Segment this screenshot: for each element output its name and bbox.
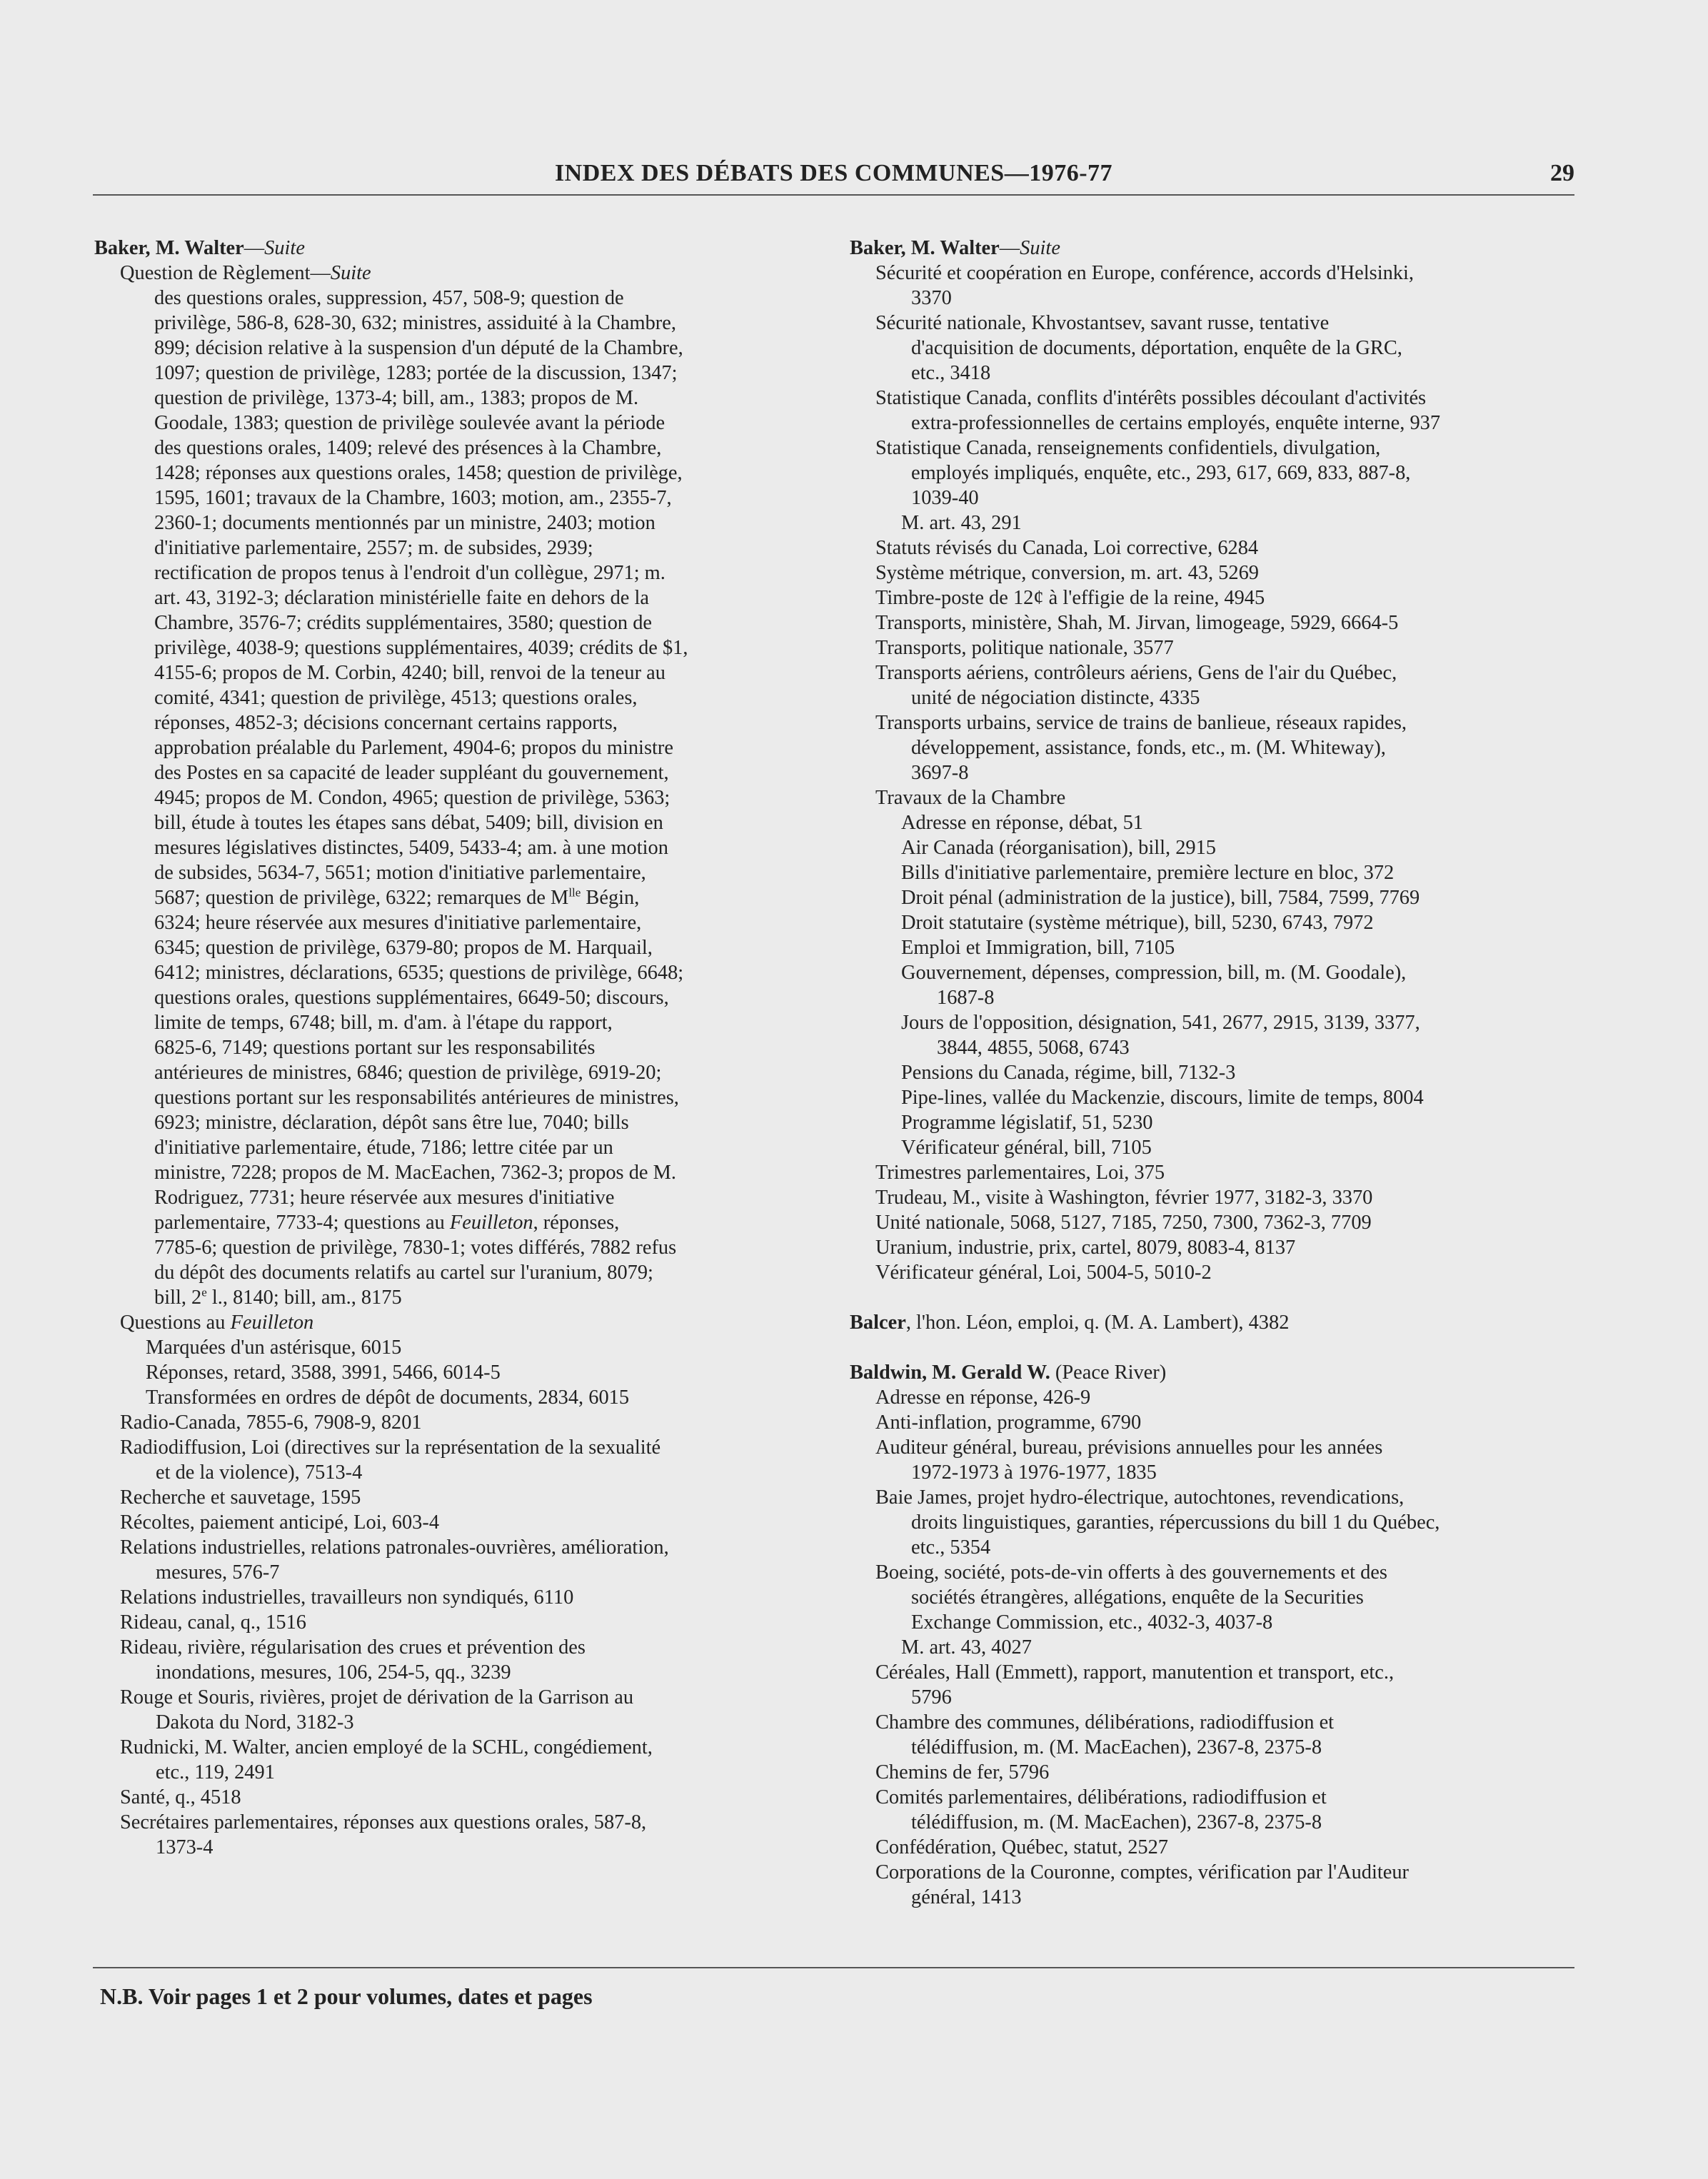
index-subentry [94,1410,815,1435]
subentry-line: 1039-40 [911,487,979,509]
subentry-line: Radiodiffusion, Loi (directives sur la représentation de la sexualité [120,1436,661,1459]
entry-name: Baker, M. Walter [94,237,244,259]
index-subentry [850,1560,1585,1635]
index-subentry [850,1010,1585,1060]
index-subentry [850,1235,1585,1260]
paragraph-line: antérieures de ministres, 6846; question de privilège, 6919-20; [154,1062,662,1084]
subentry-line: télédiffusion, m. (M. MacEachen), 2367-8, 2375-8 [911,1736,1322,1758]
page-header [93,160,1574,196]
subentry-line: Sécurité nationale, Khvostantsev, savant russe, tentative [875,312,1330,334]
index-subentry [850,1260,1585,1285]
subentry-line: extra-professionnelles de certains employés, enquête interne, 937 [911,412,1441,434]
index-subentry [850,1160,1585,1185]
index-subentry [850,835,1585,860]
subentry-line: Rideau, canal, q., 1516 [120,1611,306,1634]
subentry-line: Rudnicki, M. Walter, ancien employé de la SCHL, congédiement, [120,1736,653,1758]
paragraph-line: questions orales, questions supplémentaires, 6649-50; discours, [154,987,669,1009]
index-subentry [850,660,1585,710]
subentry-line: Radio-Canada, 7855-6, 7908-9, 8201 [120,1411,422,1434]
subentry-line: Auditeur général, bureau, prévisions annuelles pour les années [875,1436,1383,1459]
subentry-line: Vérificateur général, Loi, 5004-5, 5010-2 [875,1262,1212,1284]
index-subentry [850,1660,1585,1710]
subentry-line: Statistique Canada, renseignements confidentiels, divulgation, [875,437,1381,459]
subentry-line: Bills d'initiative parlementaire, première lecture en bloc, 372 [901,862,1395,884]
subentry-line: Marquées d'un astérisque, 6015 [146,1337,402,1359]
subentry-line: Transports urbains, service de trains de banlieue, réseaux rapides, [875,712,1407,734]
index-subentry [94,1335,815,1360]
subentry-line: Unité nationale, 5068, 5127, 7185, 7250, 7300, 7362-3, 7709 [875,1212,1372,1234]
paragraph-line: Goodale, 1383; question de privilège soulevée avant la période [154,412,665,434]
subentry-line: Transformées en ordres de dépôt de documents, 2834, 6015 [146,1387,630,1409]
paragraph-line: parlementaire, 7733-4; questions au Feuilleton, réponses, [154,1212,620,1234]
subentry-line: unité de négociation distincte, 4335 [911,687,1200,709]
index-subentry [94,1735,815,1785]
index-subentry [850,510,1585,535]
subentry-line: et de la violence), 7513-4 [156,1461,363,1484]
paragraph-line: 6825-6, 7149; questions portant sur les responsabilités [154,1037,596,1059]
subentry-line: Timbre-poste de 12¢ à l'effigie de la reine, 4945 [875,587,1265,609]
subentry-line: Céréales, Hall (Emmett), rapport, manutention et transport, etc., [875,1661,1395,1684]
subentry-line: Anti-inflation, programme, 6790 [875,1411,1142,1434]
index-subentry [850,311,1585,386]
subentry-line: 3697-8 [911,762,969,784]
subentry-italic: Feuilleton [230,1312,314,1334]
paragraph-line: de subsides, 5634-7, 5651; motion d'initiative parlementaire, [154,862,646,884]
paragraph-line: réponses, 4852-3; décisions concernant certains rapports, [154,712,618,734]
subentry-line: Trimestres parlementaires, Loi, 375 [875,1162,1165,1184]
subentry-line: employés impliqués, enquête, etc., 293, 617, 669, 833, 887-8, [911,462,1411,484]
subentry-line: Pipe-lines, vallée du Mackenzie, discours, limite de temps, 8004 [901,1087,1424,1109]
subentry-line: Dakota du Nord, 3182-3 [156,1711,354,1733]
paragraph-line: 1428; réponses aux questions orales, 1458; question de privilège, [154,462,683,484]
index-subentry [850,1860,1585,1910]
subentry-line: Exchange Commission, etc., 4032-3, 4037-8 [911,1611,1273,1634]
index-subentry [850,585,1585,610]
subentry-line: Sécurité et coopération en Europe, conférence, accords d'Helsinki, [875,262,1414,284]
paragraph-line: rectification de propos tenus à l'endroit d'un collègue, 2971; m. [154,562,665,584]
index-subentry [94,1510,815,1535]
paragraph-line: approbation préalable du Parlement, 4904-6; propos du ministre [154,737,673,759]
subentry-line: Rideau, rivière, régularisation des crues et prévention des [120,1636,586,1659]
entry-suite: Suite [264,237,305,259]
paragraph-line: mesures législatives distinctes, 5409, 5433-4; am. à une motion [154,837,668,859]
index-subentry [850,386,1585,436]
index-subentry [850,960,1585,1010]
paragraph-line: question de privilège, 1373-4; bill, am., 1383; propos de M. [154,387,639,409]
subentry-line: développement, assistance, fonds, etc., m. (M. Whiteway), [911,737,1386,759]
index-subentry [94,1685,815,1735]
entry-detail: (Peace River) [1050,1362,1167,1384]
paragraph-line: 1595, 1601; travaux de la Chambre, 1603; motion, am., 2355-7, [154,487,672,509]
index-subentry [94,1360,815,1385]
subentry-line: Programme législatif, 51, 5230 [901,1112,1153,1134]
subentry-line: Relations industrielles, relations patronales-ouvrières, amélioration, [120,1536,669,1559]
subentry-line: Système métrique, conversion, m. art. 43, 5269 [875,562,1259,584]
index-subentry [850,535,1585,560]
subentry-line: Statuts révisés du Canada, Loi corrective, 6284 [875,537,1259,559]
paragraph-line: des Postes en sa capacité de leader suppléant du gouvernement, [154,762,669,784]
index-subentry [94,1810,815,1860]
subentry-line: 1687-8 [937,987,995,1009]
paragraph-line: bill, 2e l., 8140; bill, am., 8175 [154,1285,402,1309]
paragraph-line: d'initiative parlementaire, 2557; m. de subsides, 2939; [154,537,593,559]
subentry-line: Trudeau, M., visite à Washington, février 1977, 3182-3, 3370 [875,1187,1373,1209]
subentry-line: 5796 [911,1686,952,1709]
subentry-line: sociétés étrangères, allégations, enquête de la Securities [911,1586,1364,1609]
subentry-line: inondations, mesures, 106, 254-5, qq., 3239 [156,1661,511,1684]
subentry-line: Réponses, retard, 3588, 3991, 5466, 6014-5 [146,1362,501,1384]
index-entry-heading [850,1360,1585,1385]
subentry-line: M. art. 43, 4027 [901,1636,1032,1659]
index-subentry [850,1135,1585,1160]
index-subentry [94,1535,815,1585]
subentry-line: Droit statutaire (système métrique), bill, 5230, 6743, 7972 [901,912,1374,934]
index-subentry [94,1635,815,1685]
subentry-line: Chambre des communes, délibérations, radiodiffusion et [875,1711,1335,1733]
subentry-line: etc., 119, 2491 [156,1761,275,1783]
subentry-italic: Suite [330,262,371,284]
paragraph-line: 5687; question de privilège, 6322; remarques de $M^{lle}$ Bégin, [154,885,640,909]
paragraph-line: questions portant sur les responsabilités antérieures de ministres, [154,1087,679,1109]
index-subentry [94,1485,815,1510]
subentry-line: etc., 5354 [911,1536,991,1559]
subentry-line: 3370 [911,287,952,309]
subentry-line: Pensions du Canada, régime, bill, 7132-3 [901,1062,1236,1084]
paragraph-line: d'initiative parlementaire, étude, 7186; lettre citée par un [154,1137,613,1159]
subentry-line: Emploi et Immigration, bill, 7105 [901,937,1175,959]
subentry-line: Adresse en réponse, 426-9 [875,1387,1091,1409]
subentry-line: Vérificateur général, bill, 7105 [901,1137,1152,1159]
index-subentry [850,1835,1585,1860]
paragraph-line: limite de temps, 6748; bill, m. d'am. à l'étape du rapport, [154,1012,613,1034]
subentry-line: Comités parlementaires, délibérations, radiodiffusion et [875,1786,1327,1808]
paragraph-line: 4155-6; propos de M. Corbin, 4240; bill, renvoi de la teneur au [154,662,665,684]
subentry-line: Récoltes, paiement anticipé, Loi, 603-4 [120,1511,440,1534]
index-subentry [850,1185,1585,1210]
subentry-line: mesures, 576-7 [156,1561,280,1584]
index-subentry [850,860,1585,885]
subentry-text: Question de Règlement— [120,262,331,284]
subentry-line: Transports, politique nationale, 3577 [875,637,1174,659]
paragraph-line: du dépôt des documents relatifs au cartel sur l'uranium, 8079; [154,1262,653,1284]
subentry-line: Transports aériens, contrôleurs aériens, Gens de l'air du Québec, [875,662,1397,684]
paragraph-line: des questions orales, 1409; relevé des présences à la Chambre, [154,437,662,459]
index-subentry [850,1710,1585,1760]
subentry-line: Secrétaires parlementaires, réponses aux questions orales, 587-8, [120,1811,647,1833]
subentry-line: Transports, ministère, Shah, M. Jirvan, limogeage, 5929, 6664-5 [875,612,1399,634]
index-subentry [850,436,1585,510]
running-title: INDEX DES DÉBATS DES COMMUNES—1976-77 [554,160,1113,186]
subentry-line: général, 1413 [911,1886,1022,1908]
index-subentry [850,910,1585,935]
paragraph-line: 2360-1; documents mentionnés par un ministre, 2403; motion [154,512,655,534]
subentry-line: 3844, 4855, 5068, 6743 [937,1037,1130,1059]
subentry-line: Boeing, société, pots-de-vin offerts à des gouvernements et des [875,1561,1387,1584]
paragraph-line: 4945; propos de M. Condon, 4965; question de privilège, 5363; [154,787,670,809]
subentry-line: Droit pénal (administration de la justice), bill, 7584, 7599, 7769 [901,887,1420,909]
index-subentry [850,785,1585,810]
paragraph-line: Rodriguez, 7731; heure réservée aux mesures d'initiative [154,1187,615,1209]
index-entry-heading [94,236,815,261]
index-paragraph [94,286,815,1310]
index-subentry [850,935,1585,960]
index-subentry [850,1085,1585,1110]
paragraph-line: 6412; ministres, déclarations, 6535; questions de privilège, 6648; [154,962,684,984]
entry-detail: — [243,237,265,259]
index-subentry [94,261,815,286]
entry-suite: Suite [1020,237,1060,259]
index-subentry [94,1435,815,1485]
paragraph-line: Chambre, 3576-7; crédits supplémentaires, 3580; question de [154,612,652,634]
paragraph-line: bill, étude à toutes les étapes sans débat, 5409; bill, division en [154,812,663,834]
paragraph-line: comité, 4341; question de privilège, 4513; questions orales, [154,687,638,709]
subentry-line: 1972-1973 à 1976-1977, 1835 [911,1461,1157,1484]
subentry-line: Recherche et sauvetage, 1595 [120,1486,361,1509]
index-subentry [850,1635,1585,1660]
index-subentry [850,810,1585,835]
index-subentry [850,885,1585,910]
index-subentry [850,635,1585,660]
index-subentry [94,1310,815,1335]
index-subentry [850,1385,1585,1410]
entry-detail: , l'hon. Léon, emploi, q. (M. A. Lambert), 4382 [905,1312,1290,1334]
subentry-line: Santé, q., 4518 [120,1786,241,1808]
subentry-line: Rouge et Souris, rivières, projet de dérivation de la Garrison au [120,1686,634,1709]
subentry-line: Jours de l'opposition, désignation, 541, 2677, 2915, 3139, 3377, [901,1012,1420,1034]
subentry-line: Uranium, industrie, prix, cartel, 8079, 8083-4, 8137 [875,1237,1296,1259]
index-entry-heading [850,236,1585,261]
subentry-line: Baie James, projet hydro-électrique, autochtones, revendications, [875,1486,1405,1509]
subentry-line: Corporations de la Couronne, comptes, vérification par l'Auditeur [875,1861,1410,1883]
paragraph-line: 6345; question de privilège, 6379-80; propos de M. Harquail, [154,937,653,959]
paragraph-line: 7785-6; question de privilège, 7830-1; votes différés, 7882 refus [154,1237,677,1259]
index-subentry [850,1210,1585,1235]
index-subentry [850,610,1585,635]
page-number: 29 [1550,160,1574,186]
footer-rule [93,1967,1574,1968]
index-subentry [94,1610,815,1635]
index-subentry [850,560,1585,585]
entry-name: Balcer [850,1312,906,1334]
subentry-line: Adresse en réponse, débat, 51 [901,812,1143,834]
index-column-right [850,236,1585,1910]
paragraph-line: art. 43, 3192-3; déclaration ministérielle faite en dehors de la [154,587,649,609]
subentry-line: Chemins de fer, 5796 [875,1761,1050,1783]
subentry-line: Relations industrielles, travailleurs non syndiqués, 6110 [120,1586,574,1609]
paragraph-line: ministre, 7228; propos de M. MacEachen, 7362-3; propos de M. [154,1162,676,1184]
subentry-line: etc., 3418 [911,362,991,384]
entry-detail: — [999,237,1020,259]
subentry-line: droits linguistiques, garanties, répercussions du bill 1 du Québec, [911,1511,1440,1534]
index-subentry [850,1060,1585,1085]
subentry-line: Air Canada (réorganisation), bill, 2915 [901,837,1216,859]
subentry-line: 1373-4 [156,1836,214,1858]
index-column-left [94,236,815,1860]
paragraph-line: 6324; heure réservée aux mesures d'initiative parlementaire, [154,912,642,934]
subentry-line: d'acquisition de documents, déportation, enquête de la GRC, [911,337,1402,359]
index-subentry [850,1760,1585,1785]
paragraph-line: 899; décision relative à la suspension d'un député de la Chambre, [154,337,683,359]
subentry-line: Statistique Canada, conflits d'intérêts possibles découlant d'activités [875,387,1427,409]
index-subentry [850,1110,1585,1135]
index-subentry [850,1485,1585,1560]
paragraph-line: privilège, 586-8, 628-30, 632; ministres, assiduité à la Chambre, [154,312,676,334]
footer-note: N.B. Voir pages 1 et 2 pour volumes, dates et pages [100,1983,593,2009]
subentry-line: Travaux de la Chambre [875,787,1066,809]
index-subentry [850,710,1585,785]
index-subentry [850,1410,1585,1435]
entry-name: Baker, M. Walter [850,237,1000,259]
subentry-text: Questions au [120,1312,231,1334]
paragraph-line: des questions orales, suppression, 457, 508-9; question de [154,287,624,309]
paragraph-line: 1097; question de privilège, 1283; portée de la discussion, 1347; [154,362,678,384]
subentry-line: M. art. 43, 291 [901,512,1022,534]
paragraph-line: 6923; ministre, déclaration, dépôt sans être lue, 7040; bills [154,1112,629,1134]
subentry-line: Gouvernement, dépenses, compression, bill, m. (M. Goodale), [901,962,1407,984]
index-subentry [94,1785,815,1810]
index-subentry [850,1435,1585,1485]
entry-name: Baldwin, M. Gerald W. [850,1362,1050,1384]
paragraph-line: privilège, 4038-9; questions supplémentaires, 4039; crédits de $1, [154,637,688,659]
index-subentry [850,1785,1585,1835]
index-subentry [94,1385,815,1410]
index-subentry [850,261,1585,311]
index-entry-heading [850,1310,1585,1335]
subentry-line: Confédération, Québec, statut, 2527 [875,1836,1168,1858]
index-subentry [94,1585,815,1610]
subentry-line: télédiffusion, m. (M. MacEachen), 2367-8, 2375-8 [911,1811,1322,1833]
